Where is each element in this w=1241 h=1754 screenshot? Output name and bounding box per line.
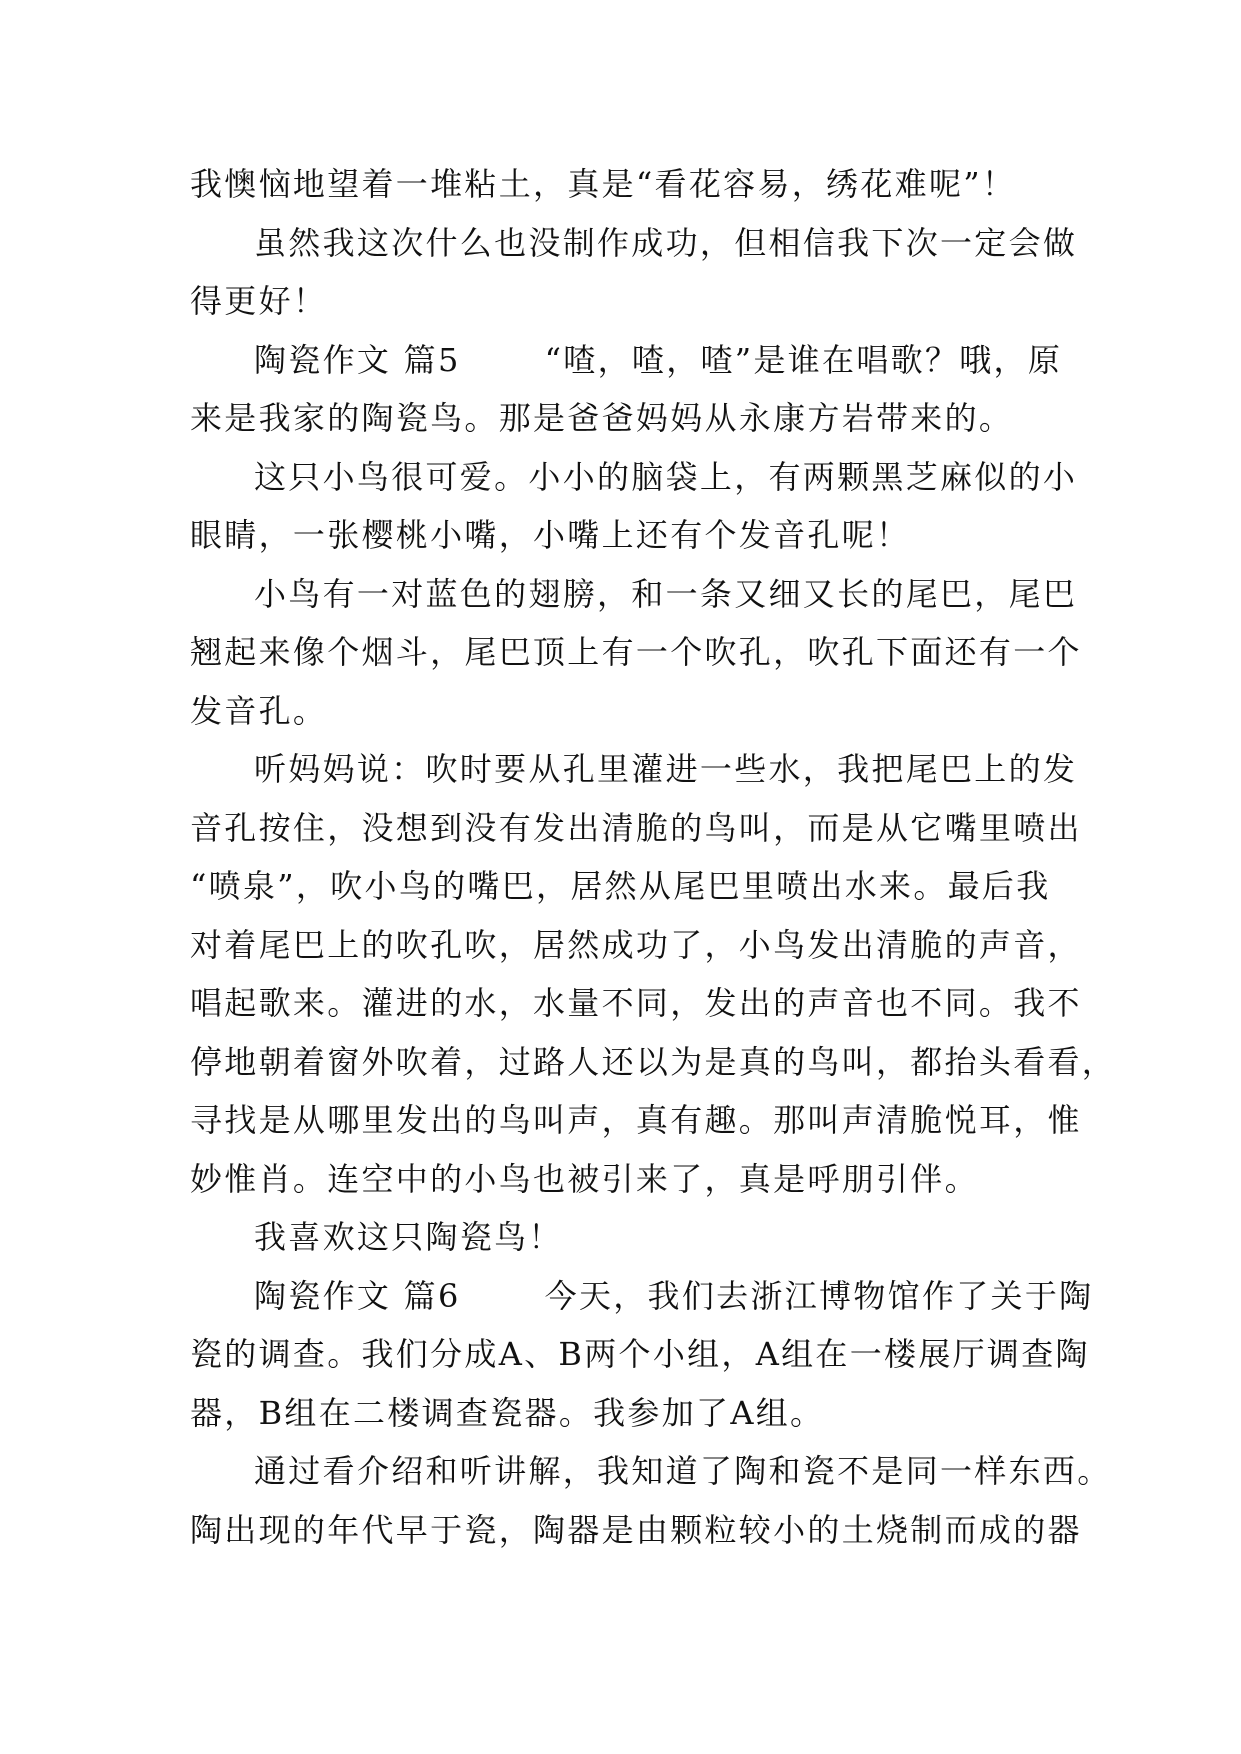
text-line: 眼睛，一张樱桃小嘴，小嘴上还有个发音孔呢！ — [190, 516, 911, 554]
text-line: 寻找是从哪里发出的鸟叫声，真有趣。那叫声清脆悦耳，惟 — [190, 1101, 1082, 1139]
essay-heading-line — [190, 1267, 1094, 1326]
text-line: 听妈妈说：吹时要从孔里灌进一些水，我把尾巴上的发 — [254, 750, 1078, 788]
essay-text-block — [190, 155, 1117, 1559]
text-line: 我懊恼地望着一堆粘土，真是“看花容易，绣花难呢”！ — [190, 165, 1017, 203]
text-line: 器，B组在二楼调查瓷器。我参加了A组。 — [190, 1393, 825, 1432]
text-line: 瓷的调查。我们分成A、B两个小组，A组在一楼展厅调查陶 — [190, 1335, 1090, 1373]
text-segment: “喳，喳，喳”是谁在唱歌？哦，原 — [544, 340, 1063, 379]
text-line: 发音孔。 — [190, 691, 328, 730]
section-heading: 陶瓷作文 篇6 — [254, 1276, 461, 1315]
text-line: 对着尾巴上的吹孔吹，居然成功了，小鸟发出清脆的声音， — [190, 925, 1082, 964]
text-line: 唱起歌来。灌进的水，水量不同，发出的声音也不同。我不 — [190, 984, 1082, 1022]
text-line: 翘起来像个烟斗，尾巴顶上有一个吹孔，吹孔下面还有一个 — [190, 633, 1082, 671]
text-line: 音孔按住，没想到没有发出清脆的鸟叫，而是从它嘴里喷出 — [190, 808, 1082, 847]
text-line: 陶出现的年代早于瓷，陶器是由颗粒较小的土烧制而成的器 — [190, 1510, 1082, 1549]
section-heading: 陶瓷作文 篇5 — [254, 340, 461, 379]
text-line: 通过看介绍和听讲解，我知道了陶和瓷不是同一样东西。 — [254, 1452, 1112, 1490]
text-line: 妙惟肖。连空中的小鸟也被引来了，真是呼朋引伴。 — [190, 1159, 979, 1198]
text-line: “喷泉”，吹小鸟的嘴巴，居然从尾巴里喷出水来。最后我 — [190, 867, 1051, 905]
text-line: 来是我家的陶瓷鸟。那是爸爸妈妈从永康方岩带来的。 — [190, 399, 1014, 437]
text-line: 小鸟有一对蓝色的翅膀，和一条又细又长的尾巴，尾巴 — [254, 574, 1078, 613]
essay-heading-line — [190, 331, 1063, 390]
text-line: 虽然我这次什么也没制作成功，但相信我下次一定会做 — [254, 223, 1078, 262]
text-segment: 今天，我们去浙江博物馆作了关于陶 — [544, 1276, 1094, 1315]
text-line: 我喜欢这只陶瓷鸟！ — [254, 1218, 563, 1256]
text-line: 这只小鸟很可爱。小小的脑袋上，有两颗黑芝麻似的小 — [254, 457, 1078, 496]
text-line: 得更好！ — [190, 282, 328, 320]
text-line: 停地朝着窗外吹着，过路人还以为是真的鸟叫，都抬头看看， — [190, 1042, 1117, 1081]
